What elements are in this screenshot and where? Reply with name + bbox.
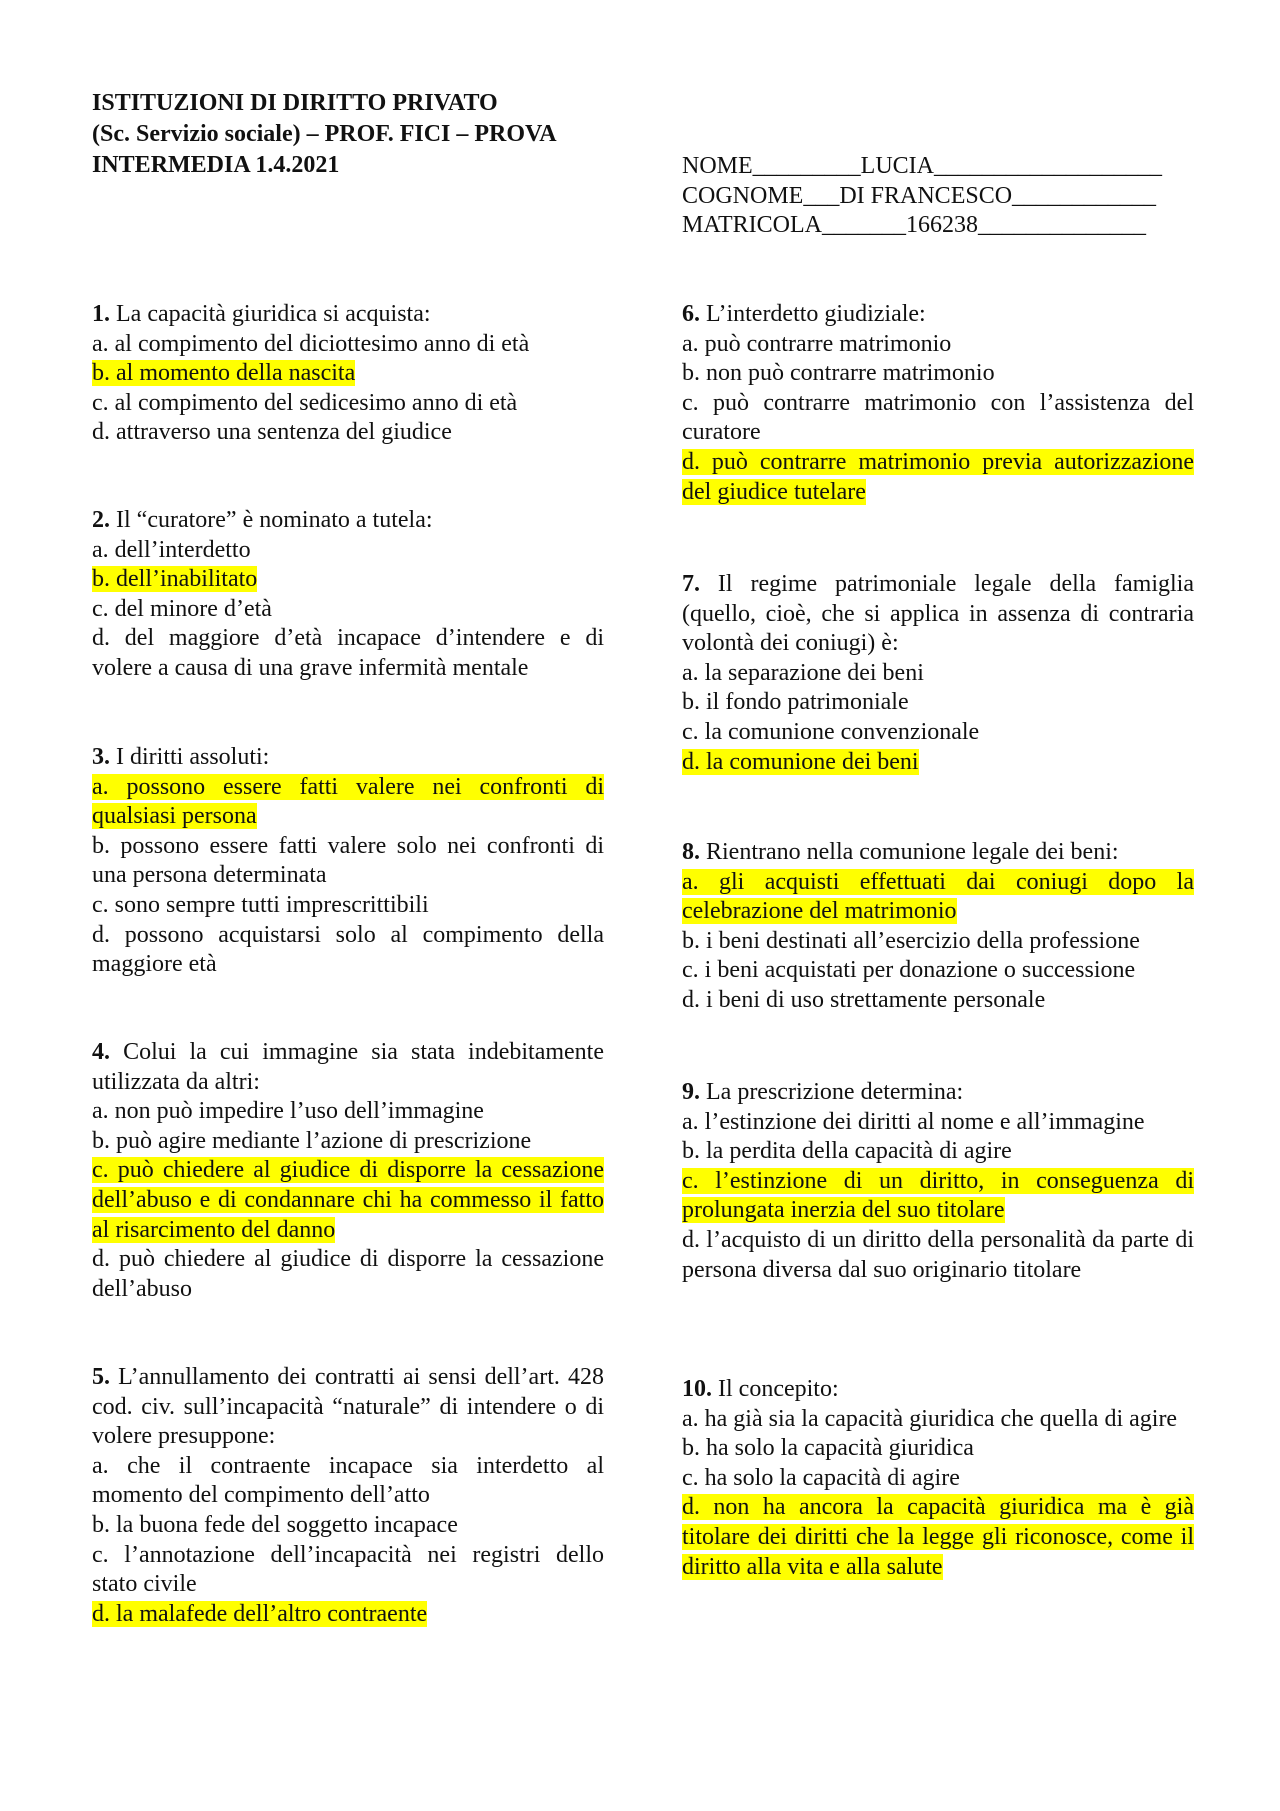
question-2-prompt: Il “curatore” è nominato a tutela: <box>116 507 433 533</box>
question-6-option-b <box>682 359 1194 389</box>
question-8-text <box>682 838 1194 868</box>
question-8-prompt: Rientrano nella comunione legale dei beni: <box>706 839 1119 865</box>
option-text: d. possono acquistarsi solo al compimento della maggiore età <box>92 921 604 978</box>
option-text: d. i beni di uso strettamente personale <box>682 986 1046 1013</box>
question-10-text <box>682 1375 1194 1405</box>
student-matricola: MATRICOLA_______166238______________ <box>682 212 1147 238</box>
option-text: d. l’acquisto di un diritto della personalità da parte di persona diversa dal suo originario titolare <box>682 1226 1194 1283</box>
option-text: c. sono sempre tutti imprescrittibili <box>92 891 429 918</box>
question-10-option-b <box>682 1434 1194 1464</box>
option-text-highlighted: b. dell’inabilitato <box>92 566 258 593</box>
option-text: d. attraverso una sentenza del giudice <box>92 419 452 446</box>
student-info <box>682 152 1162 241</box>
option-text-highlighted: d. non ha ancora la capacità giuridica ma è già titolare dei diritti che la legge gli riconosce, come il diritto alla vita e alla salute <box>682 1494 1194 1580</box>
option-text-highlighted: c. può chiedere al giudice di disporre la cessazione dell’abuso e di condannare chi ha commesso il fatto al risarcimento del danno <box>92 1157 604 1243</box>
question-10 <box>682 1375 1194 1582</box>
question-4-prompt: Colui la cui immagine sia stata indebitamente utilizzata da altri: <box>92 1039 604 1095</box>
option-text-highlighted: d. può contrarre matrimonio previa autorizzazione del giudice tutelare <box>682 448 1194 505</box>
question-5-prompt: L’annullamento dei contratti ai sensi dell’art. 428 cod. civ. sull’incapacità “naturale” di intendere o di volere presuppone: <box>92 1364 605 1450</box>
exam-title-line-3: INTERMEDIA 1.4.2021 <box>92 152 340 178</box>
question-1-option-d <box>92 418 604 448</box>
question-4-option-d <box>92 1245 604 1304</box>
question-1-option-c <box>92 389 604 419</box>
question-3-option-a <box>92 773 604 832</box>
question-4-text <box>92 1038 604 1097</box>
question-5 <box>92 1363 604 1629</box>
question-1-number: 1. <box>92 301 110 327</box>
question-9-prompt: La prescrizione determina: <box>706 1079 964 1105</box>
question-7-option-b <box>682 688 1194 718</box>
question-3-option-b <box>92 832 604 891</box>
question-7-option-c <box>682 718 1194 748</box>
question-5-option-b <box>92 1511 604 1541</box>
option-text: b. la perdita della capacità di agire <box>682 1138 1012 1165</box>
question-2-option-b <box>92 565 604 595</box>
question-5-text <box>92 1363 604 1452</box>
option-text: c. la comunione convenzionale <box>682 718 980 745</box>
option-text-highlighted: d. la malafede dell’altro contraente <box>92 1600 428 1627</box>
option-text-highlighted: c. l’estinzione di un diritto, in conseguenza di prolungata inerzia del suo titolare <box>682 1167 1194 1224</box>
question-9 <box>682 1078 1194 1285</box>
question-4 <box>92 1038 604 1304</box>
student-name: NOME_________LUCIA___________________ <box>682 153 1162 179</box>
option-text: c. può contrarre matrimonio con l’assistenza del curatore <box>682 389 1194 446</box>
question-5-option-a <box>92 1452 604 1511</box>
option-text: b. il fondo patrimoniale <box>682 689 909 716</box>
question-9-option-c <box>682 1167 1194 1226</box>
option-text: c. l’annotazione dell’incapacità nei registri dello stato civile <box>92 1541 604 1598</box>
question-6-option-a <box>682 330 1194 360</box>
option-text: c. del minore d’età <box>92 595 272 622</box>
option-text: a. che il contraente incapace sia interdetto al momento del compimento dell’atto <box>92 1452 604 1509</box>
question-9-text <box>682 1078 1194 1108</box>
question-9-option-d <box>682 1226 1194 1285</box>
question-8-option-c <box>682 956 1194 986</box>
question-7-number: 7. <box>682 571 700 597</box>
option-text: a. la separazione dei beni <box>682 659 924 686</box>
question-3-option-c <box>92 891 604 921</box>
question-4-option-b <box>92 1127 604 1157</box>
question-8-option-b <box>682 927 1194 957</box>
question-7-option-d <box>682 748 1194 778</box>
option-text: c. al compimento del sedicesimo anno di età <box>92 389 518 416</box>
question-1-option-b <box>92 359 604 389</box>
question-6 <box>682 300 1194 507</box>
question-5-option-d <box>92 1600 604 1630</box>
question-10-prompt: Il concepito: <box>718 1376 839 1402</box>
question-2 <box>92 506 604 684</box>
question-5-number: 5. <box>92 1364 110 1390</box>
question-1-text <box>92 300 604 330</box>
option-text: d. può chiedere al giudice di disporre la cessazione dell’abuso <box>92 1246 604 1302</box>
option-text-highlighted: b. al momento della nascita <box>92 360 356 387</box>
option-text: b. non può contrarre matrimonio <box>682 360 995 387</box>
question-6-number: 6. <box>682 301 700 327</box>
question-10-number: 10. <box>682 1376 712 1402</box>
exam-title-line-2: (Sc. Servizio sociale) – PROF. FICI – PROVA <box>92 121 557 147</box>
student-surname: COGNOME___DI FRANCESCO____________ <box>682 182 1157 209</box>
option-text-highlighted: a. possono essere fatti valere nei confronti di qualsiasi persona <box>92 773 604 830</box>
question-8-option-a <box>682 868 1194 927</box>
question-3-text <box>92 743 604 773</box>
option-text: c. ha solo la capacità di agire <box>682 1464 960 1491</box>
question-6-option-d <box>682 448 1194 507</box>
option-text: a. può contrarre matrimonio <box>682 330 952 357</box>
option-text: d. del maggiore d’età incapace d’intendere e di volere a causa di una grave infermità mentale <box>92 625 604 681</box>
question-6-text <box>682 300 1194 330</box>
question-5-option-c <box>92 1541 604 1600</box>
question-6-option-c <box>682 389 1194 448</box>
question-1 <box>92 300 604 448</box>
question-9-option-b <box>682 1137 1194 1167</box>
question-8 <box>682 838 1194 1016</box>
question-10-option-d <box>682 1493 1194 1582</box>
exam-title-line-1: ISTITUZIONI DI DIRITTO PRIVATO <box>92 90 498 116</box>
exam-title <box>92 88 612 181</box>
question-4-number: 4. <box>92 1039 110 1065</box>
option-text: a. dell’interdetto <box>92 536 251 563</box>
option-text-highlighted: a. gli acquisti effettuati dai coniugi dopo la celebrazione del matrimonio <box>682 868 1194 925</box>
question-7-prompt: Il regime patrimoniale legale della famiglia (quello, cioè, che si applica in assenza di contraria volontà dei coniugi) è: <box>682 571 1195 657</box>
option-text: b. i beni destinati all’esercizio della professione <box>682 927 1140 954</box>
question-7 <box>682 570 1194 777</box>
option-text: b. può agire mediante l’azione di prescrizione <box>92 1127 532 1154</box>
question-2-option-a <box>92 536 604 566</box>
question-10-option-c <box>682 1464 1194 1494</box>
option-text: a. l’estinzione dei diritti al nome e all’immagine <box>682 1108 1145 1135</box>
question-1-option-a <box>92 330 604 360</box>
option-text: a. al compimento del diciottesimo anno di età <box>92 330 530 357</box>
question-3-prompt: I diritti assoluti: <box>116 744 270 770</box>
question-4-option-c <box>92 1156 604 1245</box>
option-text: b. la buona fede del soggetto incapace <box>92 1511 458 1538</box>
question-4-option-a <box>92 1097 604 1127</box>
option-text: c. i beni acquistati per donazione o successione <box>682 957 1136 984</box>
question-2-text <box>92 506 604 536</box>
option-text: a. ha già sia la capacità giuridica che quella di agire <box>682 1405 1178 1432</box>
question-7-text <box>682 570 1194 659</box>
question-3-option-d <box>92 921 604 980</box>
question-3 <box>92 743 604 980</box>
option-text: a. non può impedire l’uso dell’immagine <box>92 1098 484 1125</box>
question-1-prompt: La capacità giuridica si acquista: <box>116 301 431 327</box>
option-text: b. ha solo la capacità giuridica <box>682 1435 974 1462</box>
option-text: b. possono essere fatti valere solo nei confronti di una persona determinata <box>92 832 604 889</box>
question-2-option-d <box>92 624 604 683</box>
question-9-number: 9. <box>682 1079 700 1105</box>
question-7-option-a <box>682 659 1194 689</box>
question-2-option-c <box>92 595 604 625</box>
question-8-option-d <box>682 986 1194 1016</box>
option-text-highlighted: d. la comunione dei beni <box>682 748 919 775</box>
question-8-number: 8. <box>682 839 700 865</box>
question-9-option-a <box>682 1108 1194 1138</box>
question-6-prompt: L’interdetto giudiziale: <box>706 301 926 327</box>
question-10-option-a <box>682 1405 1194 1435</box>
question-3-number: 3. <box>92 744 110 770</box>
question-2-number: 2. <box>92 507 110 533</box>
